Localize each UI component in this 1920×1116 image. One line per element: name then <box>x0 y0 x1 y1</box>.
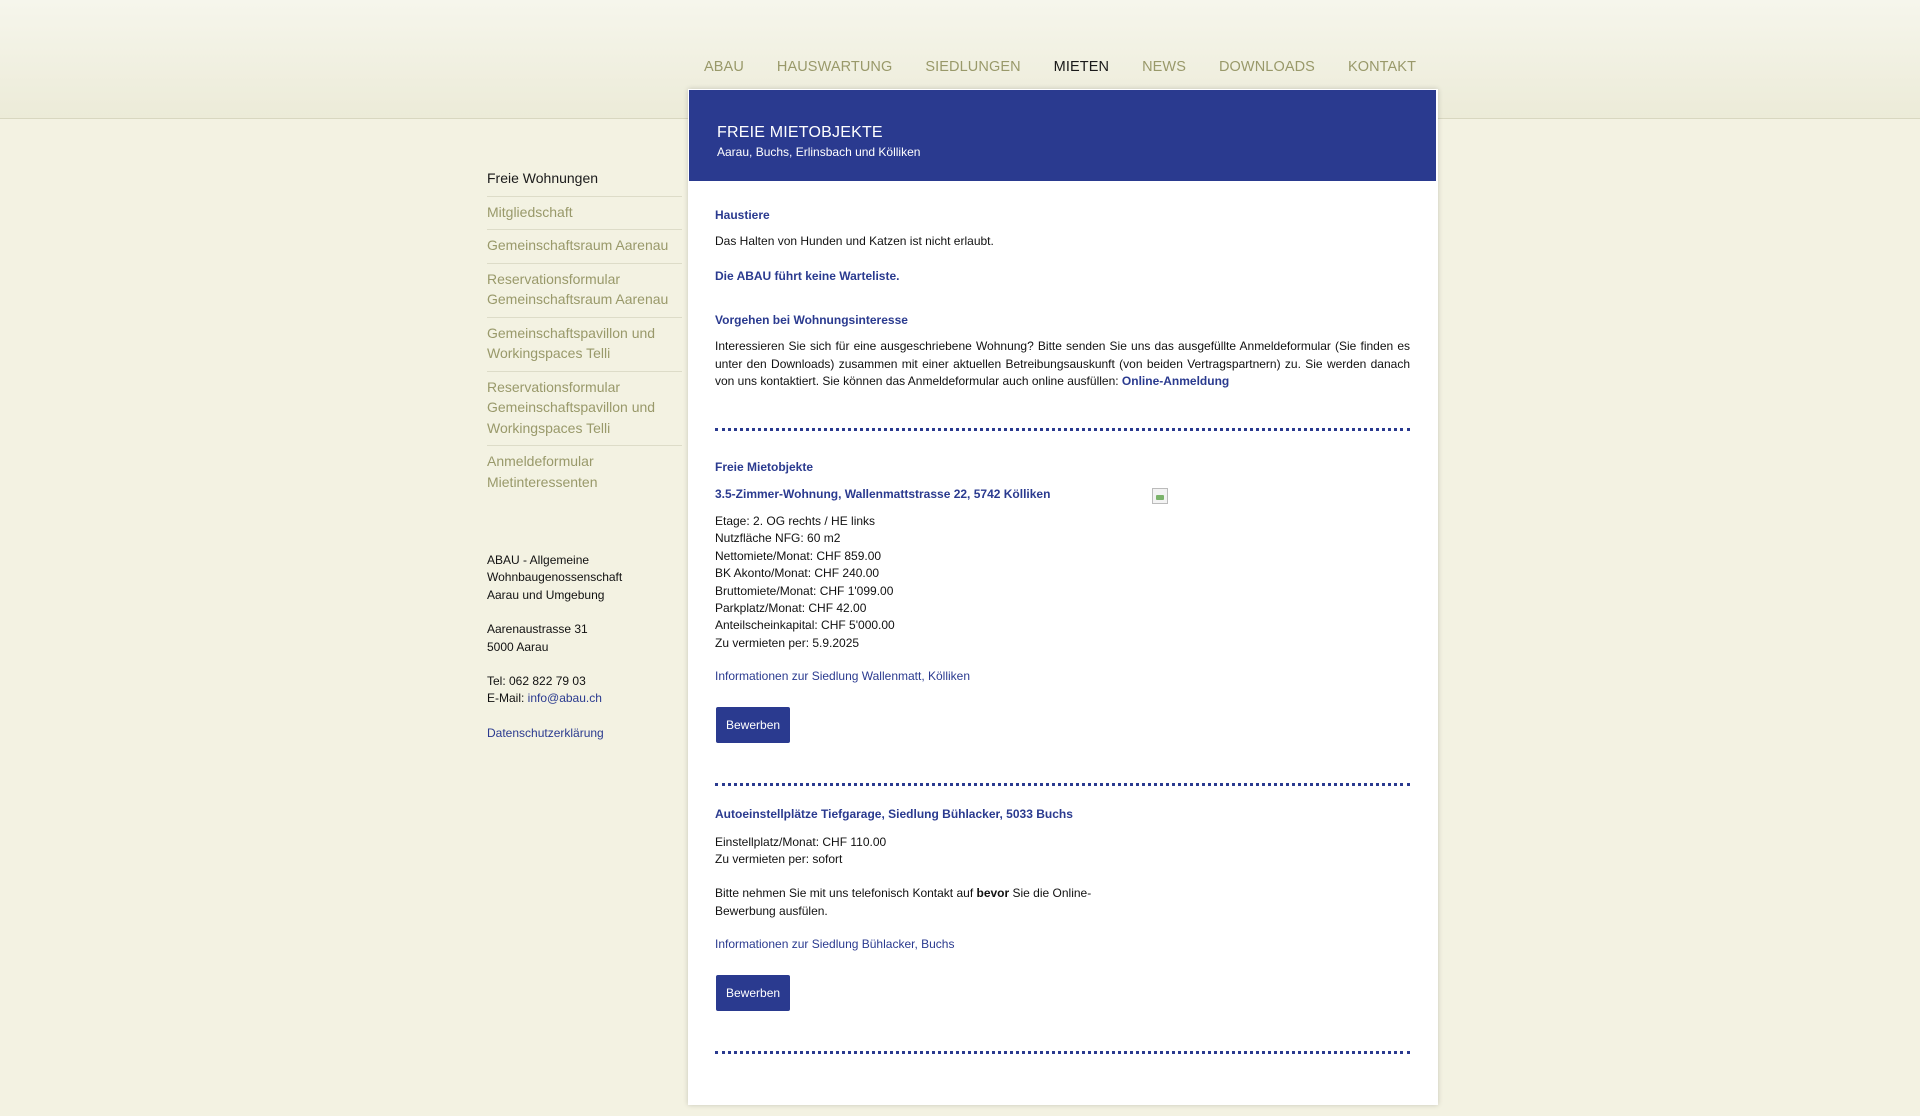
note-post: Sie die Online-Bewerbung ausfülen. <box>715 886 1092 918</box>
page-title: FREIE MIETOBJEKTE <box>717 124 883 141</box>
address-block <box>487 552 622 742</box>
phone: Tel: 062 822 79 03 <box>487 674 586 689</box>
divider-2 <box>715 783 1410 786</box>
free-objects-heading: Freie Mietobjekte <box>715 460 814 474</box>
procedure-body: Interessieren Sie sich für eine ausgeschriebene Wohnung? Bitte senden Sie uns das ausgefüllte Anmeldeformular (Sie finden es unter den Downloads) zusammen mit einer aktuellen Betreibungsauskunft (von beiden Vertragspartnern) zu. Sie werden danach von uns kontaktiert. Sie können das Anmeldeformular auch online ausfüllen: <box>715 339 1410 388</box>
sidebar-item-pavillon[interactable]: Gemeinschaftspavillon und Workingspaces Telli <box>487 318 682 372</box>
detail-gross-rent: Bruttomiete/Monat: CHF 1'099.00 <box>715 583 894 598</box>
org-line-1: ABAU - Allgemeine <box>487 553 590 567</box>
nav-kontakt[interactable]: KONTAKT <box>1347 59 1417 75</box>
privacy-link[interactable]: Datenschutzerklärung <box>487 725 604 740</box>
detail-area: Nutzfläche NFG: 60 m2 <box>715 531 841 546</box>
pets-heading: Haustiere <box>715 208 770 222</box>
detail-net-rent: Nettomiete/Monat: CHF 859.00 <box>715 548 882 563</box>
detail-available: Zu vermieten per: 5.9.2025 <box>715 635 860 650</box>
detail-parking-month: Einstellplatz/Monat: CHF 110.00 <box>715 835 887 849</box>
note-pre: Bitte nehmen Sie mit uns telefonisch Kontakt auf <box>715 886 977 900</box>
sidebar-item-anmeldeformular[interactable]: Anmeldeformular Mietinteressenten <box>487 453 598 490</box>
detail-share-capital: Anteilscheinkapital: CHF 5'000.00 <box>715 618 895 633</box>
procedure-text <box>715 338 1410 391</box>
main-nav <box>704 59 1449 75</box>
pets-text: Das Halten von Hunden und Katzen ist nicht erlaubt. <box>715 234 994 248</box>
waitlist-note: Die ABAU führt keine Warteliste. <box>715 269 900 283</box>
street: Aarenaustrasse 31 <box>487 622 588 637</box>
sidebar-item-gemeinschaftsraum[interactable]: Gemeinschaftsraum Aarenau <box>487 230 682 264</box>
page-subtitle: Aarau, Buchs, Erlinsbach und Kölliken <box>717 145 921 159</box>
listing2-info-link[interactable]: Informationen zur Siedlung Bühlacker, Buchs <box>715 937 955 951</box>
listing1-image <box>1152 488 1168 504</box>
nav-news[interactable]: NEWS <box>1142 59 1186 75</box>
sidebar-item-freie-wohnungen[interactable]: Freie Wohnungen <box>487 168 682 197</box>
sidebar-item-mitgliedschaft[interactable]: Mitgliedschaft <box>487 197 682 231</box>
city: 5000 Aarau <box>487 639 549 654</box>
nav-mieten[interactable]: MIETEN <box>1053 59 1110 75</box>
email-label: E-Mail: <box>487 691 528 706</box>
org-line-3: Aarau und Umgebung <box>487 587 605 602</box>
note-bold: bevor <box>976 886 1010 900</box>
detail-parking: Parkplatz/Monat: CHF 42.00 <box>715 601 867 616</box>
listing1-apply-button[interactable]: Bewerben <box>716 707 790 743</box>
page-banner <box>689 90 1436 181</box>
detail-bk: BK Akonto/Monat: CHF 240.00 <box>715 566 880 581</box>
listing2-title[interactable]: Autoeinstellplätze Tiefgarage, Siedlung Bühlacker, 5033 Buchs <box>715 807 1073 821</box>
divider-3 <box>715 1051 1410 1054</box>
listing1-info-link[interactable]: Informationen zur Siedlung Wallenmatt, Kölliken <box>715 669 971 683</box>
org-line-2: Wohnbaugenossenschaft <box>487 570 623 585</box>
email-line <box>487 690 622 707</box>
sidebar-item-reservation-gemeinschaftsraum[interactable]: Reservationsformular Gemeinschaftsraum Aarenau <box>487 264 682 318</box>
nav-siedlungen[interactable]: SIEDLUNGEN <box>925 59 1021 75</box>
detail-available-2: Zu vermieten per: sofort <box>715 852 843 867</box>
sidebar-item-reservation-pavillon[interactable]: Reservationsformular Gemeinschaftspavillon und Workingspaces Telli <box>487 372 682 447</box>
procedure-heading: Vorgehen bei Wohnungsinteresse <box>715 313 908 327</box>
listing2-apply-button[interactable]: Bewerben <box>716 975 790 1011</box>
online-registration-link[interactable]: Online-Anmeldung <box>1121 374 1230 388</box>
email-link[interactable]: info@abau.ch <box>527 691 602 706</box>
nav-downloads[interactable]: DOWNLOADS <box>1218 59 1315 75</box>
detail-floor: Etage: 2. OG rechts / HE links <box>715 514 876 528</box>
listing2-details <box>715 834 886 869</box>
listing2-note <box>715 885 1115 920</box>
nav-hauswartung[interactable]: HAUSWARTUNG <box>776 59 893 75</box>
nav-abau[interactable]: ABAU <box>704 59 744 75</box>
listing1-details <box>715 513 895 652</box>
listing1-title[interactable]: 3.5-Zimmer-Wohnung, Wallenmattstrasse 22, 5742 Kölliken <box>715 487 1051 501</box>
divider-1 <box>715 428 1410 431</box>
sidebar-menu <box>487 168 682 499</box>
